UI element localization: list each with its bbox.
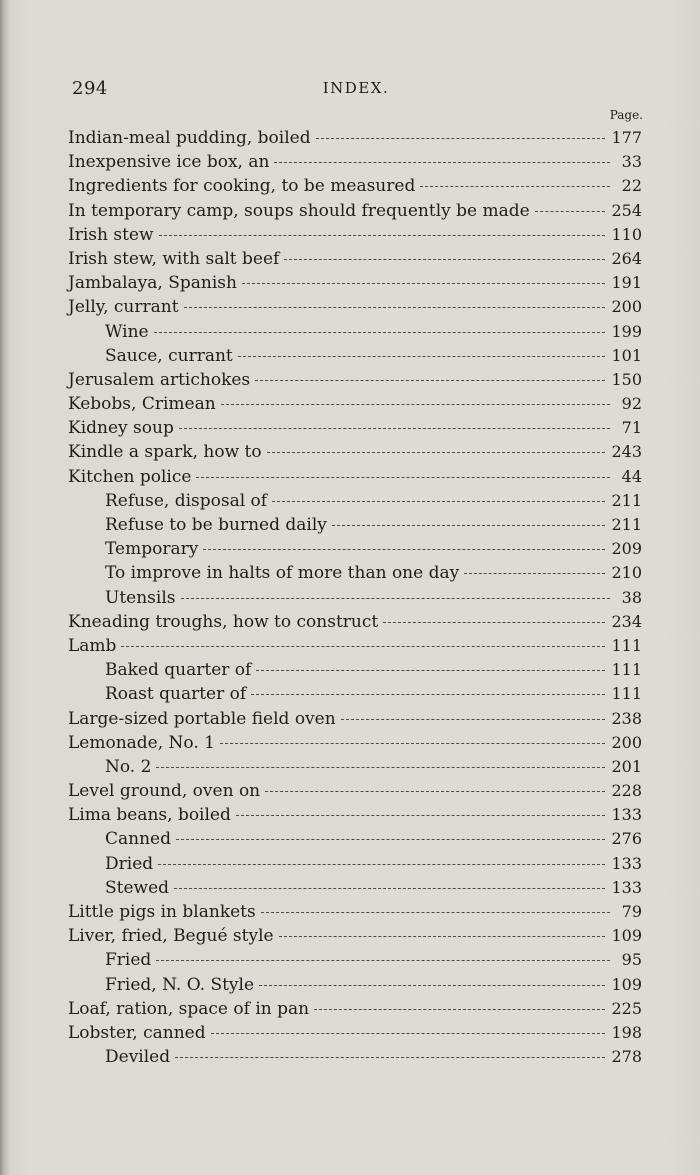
entry-label: Kitchen police xyxy=(68,466,192,487)
index-subentry xyxy=(68,537,642,561)
index-entry xyxy=(68,295,642,319)
index-entry xyxy=(68,997,642,1021)
index-entry xyxy=(68,223,642,247)
dot-leader xyxy=(316,138,606,139)
dot-leader xyxy=(184,307,606,308)
index-subentry xyxy=(68,973,642,997)
dot-leader xyxy=(159,235,606,236)
dot-leader xyxy=(121,646,605,647)
entry-label: Sauce, currant xyxy=(105,345,233,366)
entry-label: Little pigs in blankets xyxy=(68,902,256,922)
entry-label: Inexpensive ice box, an xyxy=(68,152,270,173)
dot-leader xyxy=(211,1033,606,1034)
dot-leader xyxy=(284,259,605,260)
entry-label: Kebobs, Crimean xyxy=(68,394,216,415)
index-entry xyxy=(68,392,642,416)
entry-label: Utensils xyxy=(105,587,176,608)
dot-leader xyxy=(383,622,605,623)
index-entry xyxy=(68,440,642,464)
entry-page-number: 199 xyxy=(611,321,642,341)
index-subentry xyxy=(68,513,642,537)
entry-page-number: 254 xyxy=(611,200,642,220)
entry-page-number: 22 xyxy=(621,176,642,196)
entry-page-number: 228 xyxy=(611,781,642,801)
entry-label: Canned xyxy=(105,829,171,850)
index-subentry xyxy=(68,827,642,851)
entry-page-number: 211 xyxy=(611,490,642,510)
entry-label: Jelly, currant xyxy=(68,297,179,318)
entry-page-number: 200 xyxy=(611,732,642,752)
entry-page-number: 238 xyxy=(611,708,642,728)
entry-label: No. 2 xyxy=(105,756,152,777)
dot-leader xyxy=(272,501,605,502)
dot-leader xyxy=(279,936,606,937)
entry-page-number: 133 xyxy=(611,805,642,825)
index-entry xyxy=(68,707,642,731)
dot-leader xyxy=(174,888,605,889)
entry-label: Stewed xyxy=(105,877,170,898)
index-subentry xyxy=(68,586,642,610)
page-column-heading: Page. xyxy=(609,108,643,122)
index-entry xyxy=(68,610,642,634)
entry-page-number: 133 xyxy=(611,877,642,897)
running-title: INDEX. xyxy=(322,79,390,97)
entry-page-number: 111 xyxy=(611,635,642,655)
entry-page-number: 191 xyxy=(611,273,642,293)
dot-leader xyxy=(242,283,606,284)
dot-leader xyxy=(255,380,605,381)
entry-label: Refuse, disposal of xyxy=(105,490,268,511)
index-entry xyxy=(68,779,642,803)
index-entry xyxy=(68,803,642,827)
index-subentry xyxy=(68,852,642,876)
entry-page-number: 79 xyxy=(621,902,642,921)
entry-page-number: 33 xyxy=(621,152,642,172)
dot-leader xyxy=(175,1057,605,1058)
dot-leader xyxy=(154,332,606,333)
dot-leader xyxy=(156,767,605,768)
index-subentry xyxy=(68,320,642,344)
entry-page-number: 243 xyxy=(611,442,642,462)
entry-label: Irish stew xyxy=(68,224,154,245)
dot-leader xyxy=(220,743,605,744)
dot-leader xyxy=(156,960,610,961)
entry-page-number: 200 xyxy=(611,297,642,317)
index-subentry xyxy=(68,489,642,513)
entry-page-number: 44 xyxy=(621,466,642,486)
entry-page-number: 150 xyxy=(611,369,642,389)
dot-leader xyxy=(259,985,605,986)
entry-page-number: 133 xyxy=(611,853,642,873)
index-entry xyxy=(68,199,642,223)
entry-label: Level ground, oven on xyxy=(68,781,261,802)
entry-page-number: 276 xyxy=(611,829,642,849)
index-entry xyxy=(68,368,642,392)
entry-page-number: 111 xyxy=(611,660,642,680)
entry-label: Fried xyxy=(105,950,152,971)
entry-label: Lamb xyxy=(68,635,117,656)
entry-label: In temporary camp, soups should frequently be made xyxy=(68,200,530,221)
dot-leader xyxy=(332,525,606,526)
entry-label: Ingredients for cooking, to be measured xyxy=(68,176,416,197)
dot-leader xyxy=(221,404,610,405)
entry-label: Irish stew, with salt beef xyxy=(68,248,280,269)
entry-label: Kindle a spark, how to xyxy=(68,442,262,463)
entry-label: Lima beans, boiled xyxy=(68,805,231,826)
dot-leader xyxy=(236,815,606,816)
entry-page-number: 110 xyxy=(611,224,642,244)
entry-page-number: 109 xyxy=(611,974,642,994)
entry-label: Fried, N. O. Style xyxy=(105,974,255,995)
entry-label: Temporary xyxy=(105,539,199,560)
entry-page-number: 210 xyxy=(611,563,642,583)
dot-leader xyxy=(535,211,606,212)
dot-leader xyxy=(261,912,610,913)
index-entry xyxy=(68,247,642,271)
index-subentry xyxy=(68,876,642,900)
entry-page-number: 278 xyxy=(611,1047,642,1067)
dot-leader xyxy=(341,719,606,720)
index-entry xyxy=(68,900,642,924)
entry-page-number: 111 xyxy=(611,684,642,704)
entry-label: Lobster, canned xyxy=(68,1022,206,1043)
entry-page-number: 92 xyxy=(621,394,642,414)
index-entry xyxy=(68,174,642,198)
index-entry xyxy=(68,271,642,295)
entry-page-number: 211 xyxy=(611,515,642,534)
entry-label: Deviled xyxy=(105,1047,171,1068)
entry-page-number: 198 xyxy=(611,1022,642,1042)
index-entry xyxy=(68,924,642,948)
entry-page-number: 38 xyxy=(621,587,642,607)
page-header xyxy=(70,78,642,102)
dot-leader xyxy=(179,428,610,429)
entry-page-number: 177 xyxy=(611,128,642,147)
dot-leader xyxy=(464,573,605,574)
index-subentry xyxy=(68,561,642,585)
index-subentry xyxy=(68,682,642,706)
entry-label: Large-sized portable field oven xyxy=(68,708,336,729)
entry-page-number: 234 xyxy=(611,611,642,631)
entry-label: Kneading troughs, how to construct xyxy=(68,611,379,632)
index-entry xyxy=(68,416,642,440)
entry-label: Jerusalem artichokes xyxy=(68,369,251,390)
entry-label: Roast quarter of xyxy=(105,684,247,705)
dot-leader xyxy=(274,162,610,163)
dot-leader xyxy=(420,186,610,187)
dot-leader xyxy=(238,356,606,357)
dot-leader xyxy=(181,598,611,599)
entry-label: Indian-meal pudding, boiled xyxy=(68,128,311,148)
entry-page-number: 109 xyxy=(611,926,642,946)
entry-page-number: 95 xyxy=(621,950,642,970)
entry-label: Refuse to be burned daily xyxy=(105,515,327,535)
index-subentry xyxy=(68,755,642,779)
entry-label: Baked quarter of xyxy=(105,660,252,681)
entry-label: Wine xyxy=(105,321,149,342)
dot-leader xyxy=(256,670,605,671)
dot-leader xyxy=(196,477,610,478)
entry-label: Loaf, ration, space of in pan xyxy=(68,998,310,1019)
index-entry xyxy=(68,1021,642,1045)
dot-leader xyxy=(251,694,605,695)
dot-leader xyxy=(265,791,605,792)
entry-label: Dried xyxy=(105,853,154,874)
index-subentry xyxy=(68,658,642,682)
dot-leader xyxy=(203,549,605,550)
index-entries-list xyxy=(68,126,642,1069)
index-entry xyxy=(68,634,642,658)
index-entry xyxy=(68,465,642,489)
index-subentry xyxy=(68,1045,642,1069)
entry-label: Lemonade, No. 1 xyxy=(68,732,215,753)
entry-label: Kidney soup xyxy=(68,418,174,439)
index-entry xyxy=(68,126,642,150)
dot-leader xyxy=(314,1009,605,1010)
dot-leader xyxy=(158,864,605,865)
entry-label: Liver, fried, Begué style xyxy=(68,926,274,947)
entry-page-number: 201 xyxy=(611,756,642,776)
entry-label: Jambalaya, Spanish xyxy=(68,273,237,294)
entry-page-number: 101 xyxy=(611,345,642,365)
index-entry xyxy=(68,150,642,174)
dot-leader xyxy=(267,452,606,453)
entry-page-number: 209 xyxy=(611,539,642,559)
dot-leader xyxy=(176,839,605,840)
entry-page-number: 264 xyxy=(611,248,642,268)
index-entry xyxy=(68,731,642,755)
entry-page-number: 71 xyxy=(621,418,642,438)
index-subentry xyxy=(68,344,642,368)
index-subentry xyxy=(68,948,642,972)
entry-page-number: 225 xyxy=(611,998,642,1018)
page-number: 294 xyxy=(72,78,108,99)
entry-label: To improve in halts of more than one day xyxy=(105,563,460,584)
